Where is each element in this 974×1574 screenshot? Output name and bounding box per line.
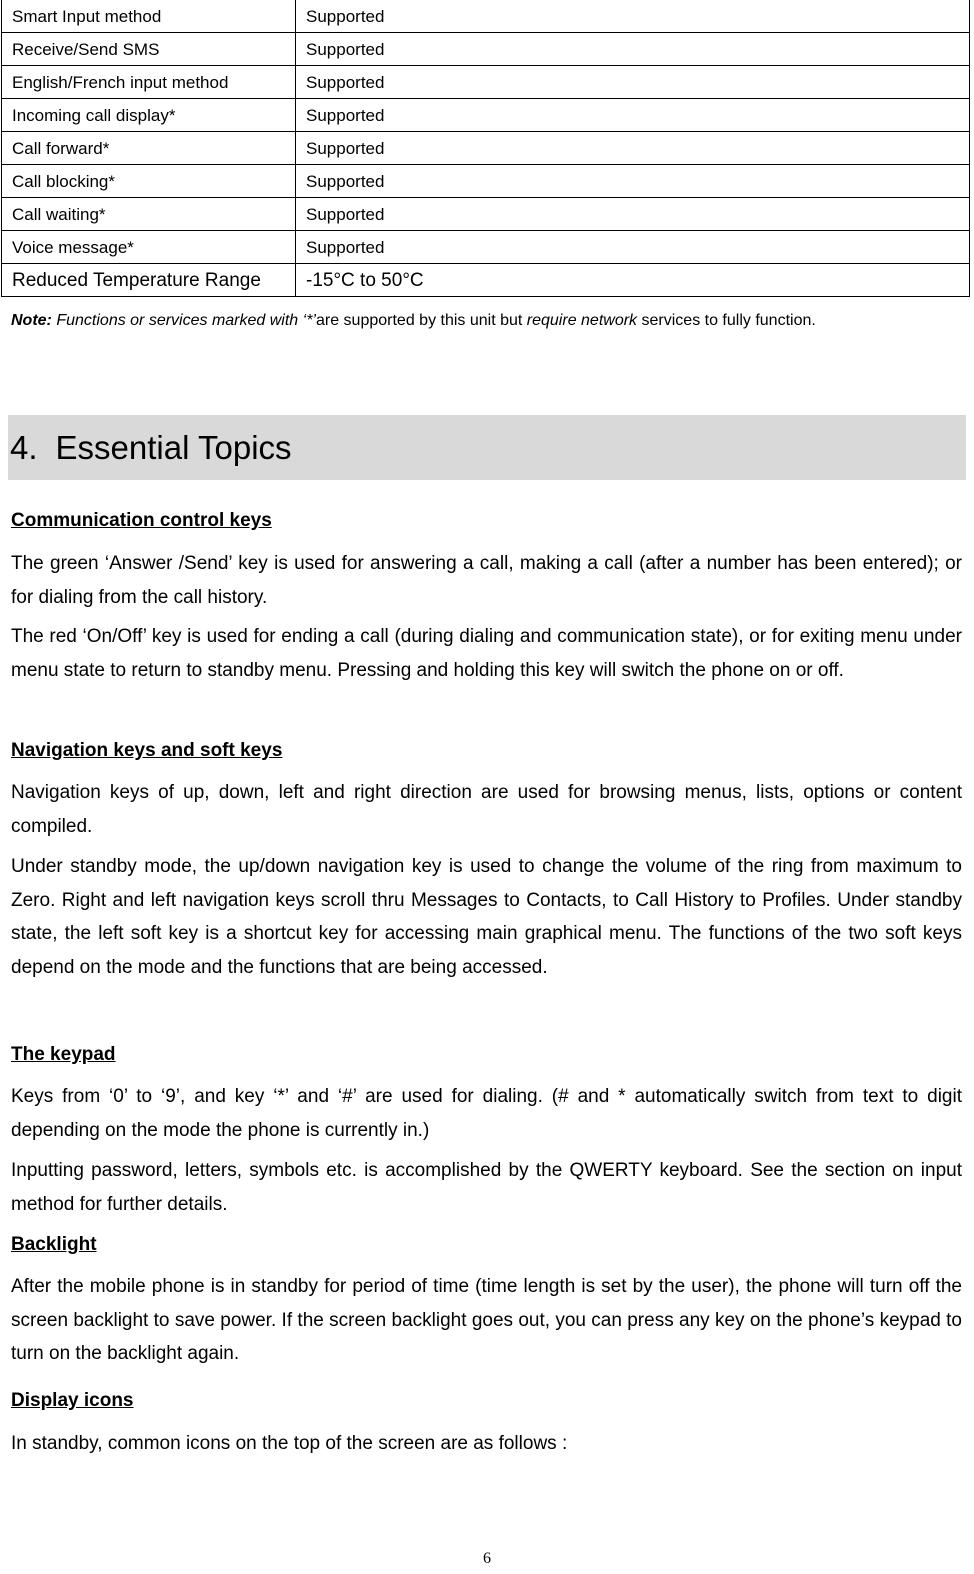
status-cell: Supported (296, 231, 970, 264)
navigation-keys-heading: Navigation keys and soft keys (11, 740, 283, 761)
table-row (2, 33, 970, 66)
feature-cell: Voice message* (2, 231, 296, 264)
status-cell: Supported (296, 0, 970, 33)
navigation-paragraph-2: Under standby mode, the up/down navigation key is used to change the volume of the ring from maximum to Zero. Right and left navigation keys scroll thru Messages to Contacts, to Call History to Profiles. Under standby state, the left soft key is a shortcut key for accessing main graphical menu. The functions of the two soft keys depend on the mode and the functions that are being accessed. (11, 856, 962, 978)
table-row (2, 264, 970, 297)
section-header (8, 415, 966, 480)
status-cell: Supported (296, 198, 970, 231)
note-label: Note: (11, 312, 52, 329)
feature-cell: Call waiting* (2, 198, 296, 231)
section-title-text: Essential Topics (55, 429, 292, 466)
display-icons-paragraph: In standby, common icons on the top of the screen are as follows : (11, 1433, 568, 1454)
status-cell: Supported (296, 132, 970, 165)
table-row (2, 99, 970, 132)
status-cell: Supported (296, 66, 970, 99)
feature-cell: Smart Input method (2, 0, 296, 33)
backlight-heading: Backlight (11, 1234, 97, 1255)
network-services-note (11, 305, 963, 337)
keypad-paragraph-1: Keys from ‘0’ to ‘9’, and key ‘*’ and ‘#’ are used for dialing. (# and * automatically switch from text to digit depending on the mode the phone is currently in.) (11, 1086, 962, 1141)
table-row (2, 0, 970, 33)
keypad-heading: The keypad (11, 1044, 116, 1065)
communication-paragraph-2: The red ‘On/Off’ key is used for ending a call (during dialing and communication state), or for exiting menu under menu state to return to standby menu. Pressing and holding this key will switch the phone on or off. (11, 626, 962, 681)
backlight-paragraph: After the mobile phone is in standby for period of time (time length is set by the user), the phone will turn off the screen backlight to save power. If the screen backlight goes out, you can press any key on the phone’s keypad to turn on the backlight again. (11, 1276, 962, 1364)
table-row (2, 66, 970, 99)
note-emphasis: require network (526, 312, 638, 329)
note-text-end: services to fully function. (637, 312, 816, 329)
page-number: 6 (483, 1550, 491, 1567)
note-italic-text: Functions or services marked with ‘*’ (56, 312, 316, 329)
feature-support-table (1, 0, 970, 297)
feature-cell: Reduced Temperature Range (2, 264, 296, 297)
table-row (2, 132, 970, 165)
feature-cell: Call blocking* (2, 165, 296, 198)
display-icons-heading: Display icons (11, 1390, 134, 1411)
note-text: are supported by this unit but (315, 312, 527, 329)
feature-cell: Incoming call display* (2, 99, 296, 132)
table-row (2, 198, 970, 231)
feature-cell: Call forward* (2, 132, 296, 165)
feature-cell: English/French input method (2, 66, 296, 99)
keypad-paragraph-2: Inputting password, letters, symbols etc. is accomplished by the QWERTY keyboard. See the section on input method for further details. (11, 1160, 962, 1215)
table-row (2, 165, 970, 198)
status-cell: Supported (296, 99, 970, 132)
section-number: 4. (10, 429, 38, 466)
status-cell: Supported (296, 33, 970, 66)
communication-keys-heading: Communication control keys (11, 510, 272, 531)
table-row (2, 231, 970, 264)
status-cell: Supported (296, 165, 970, 198)
section-title (10, 415, 292, 480)
communication-paragraph-1: The green ‘Answer /Send’ key is used for answering a call, making a call (after a number has been entered); or for dialing from the call history. (11, 553, 962, 608)
navigation-paragraph-1: Navigation keys of up, down, left and right direction are used for browsing menus, lists, options or content compiled. (11, 782, 962, 837)
feature-cell: Receive/Send SMS (2, 33, 296, 66)
status-cell: -15°C to 50°C (296, 264, 970, 297)
